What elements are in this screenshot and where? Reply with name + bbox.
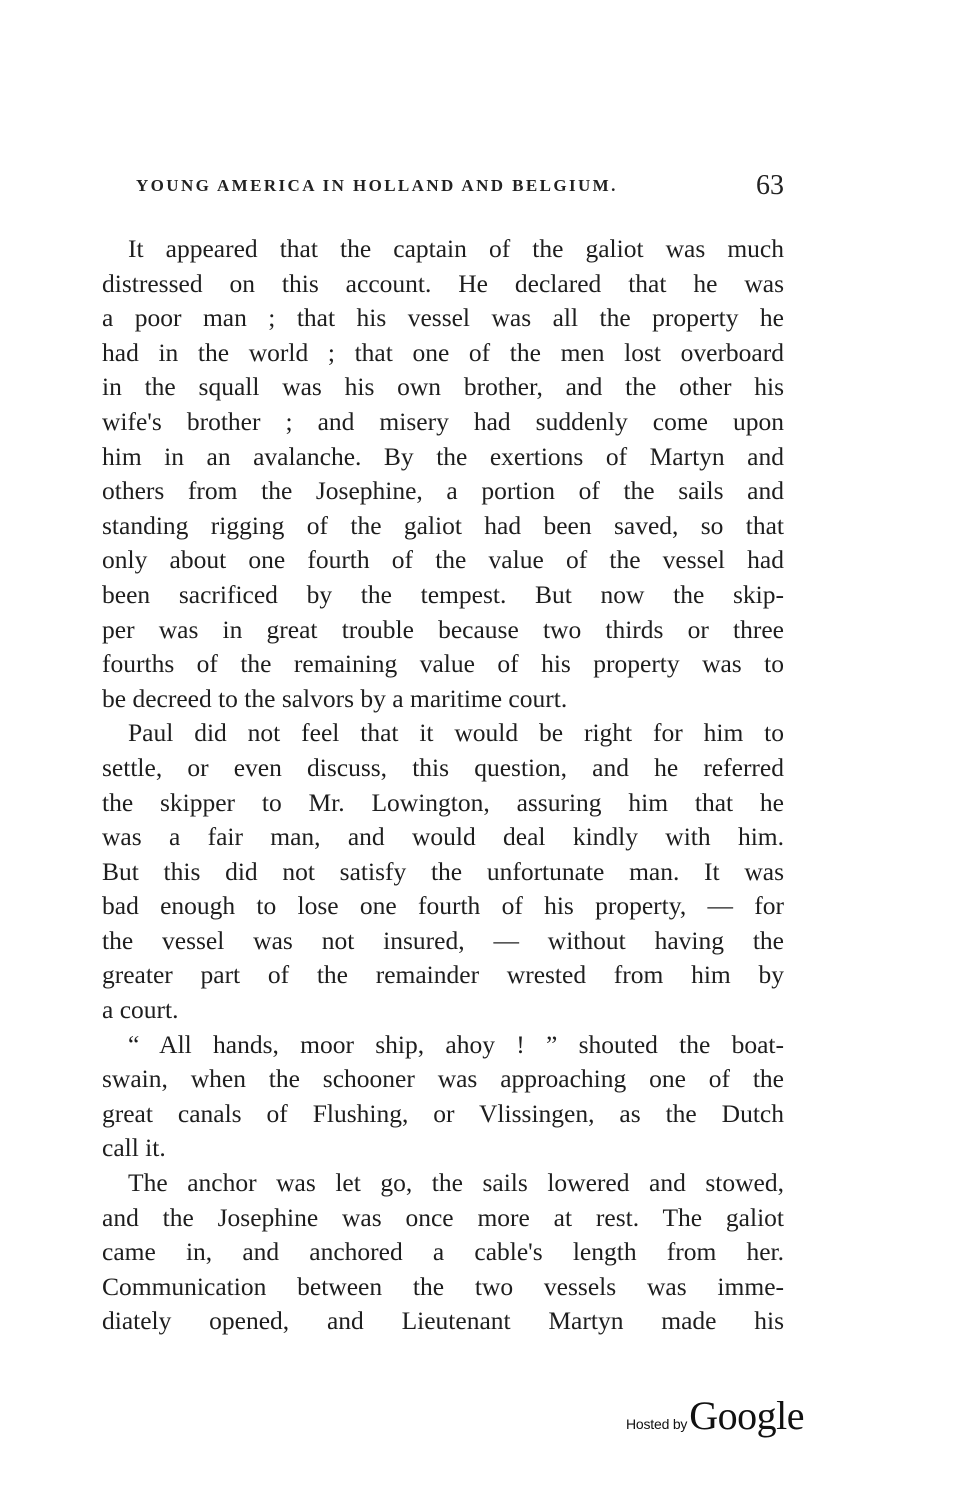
text-line: him in an avalanche. By the exertions of Martyn and [102, 441, 784, 471]
text-line: had in the world ; that one of the men lost overboard [102, 337, 784, 367]
paragraph-1 [102, 232, 784, 716]
text-line: swain, when the schooner was approaching one of the [102, 1064, 784, 1094]
paragraph-4 [102, 1166, 784, 1339]
text-line: in the squall was his own brother, and the other his [102, 372, 784, 402]
running-head [102, 172, 784, 208]
text-line: distressed on this account. He declared that he was [102, 268, 784, 298]
text-line: been sacrificed by the tempest. But now the skip- [102, 579, 784, 609]
running-title: YOUNG AMERICA IN HOLLAND AND BELGIUM. [136, 176, 618, 195]
text-line: a court. [102, 995, 179, 1025]
page-number: 63 [756, 170, 784, 201]
text-line: others from the Josephine, a portion of the sails and [102, 476, 784, 506]
text-line: fourths of the remaining value of his property was to [102, 649, 784, 679]
paragraph-2 [102, 716, 784, 1027]
text-line: “ All hands, moor ship, ahoy ! ” shouted the boat- [128, 1029, 784, 1059]
text-line: great canals of Flushing, or Vlissingen, as the Dutch [102, 1098, 784, 1128]
body-text [102, 232, 784, 1339]
text-line: was a fair man, and would deal kindly with him. [102, 822, 784, 852]
text-line: only about one fourth of the value of the vessel had [102, 545, 784, 575]
text-line: came in, and anchored a cable's length from her. [102, 1237, 784, 1267]
text-line: the skipper to Mr. Lowington, assuring him that he [102, 787, 784, 817]
text-line: settle, or even discuss, this question, and he referred [102, 752, 784, 782]
text-line: Paul did not feel that it would be right for him to [128, 718, 784, 748]
text-line: The anchor was let go, the sails lowered and stowed, [128, 1168, 784, 1198]
google-logo: Google [689, 1393, 804, 1438]
text-line: per was in great trouble because two thirds or three [102, 614, 784, 644]
text-line: diately opened, and Lieutenant Martyn made his [102, 1306, 784, 1336]
text-line: the vessel was not insured, — without having the [102, 925, 784, 955]
text-line: greater part of the remainder wrested from him by [102, 960, 784, 990]
text-line: call it. [102, 1133, 166, 1163]
text-line: Communication between the two vessels was imme- [102, 1271, 784, 1301]
text-line: be decreed to the salvors by a maritime court. [102, 683, 568, 713]
text-line: bad enough to lose one fourth of his property, — for [102, 891, 784, 921]
text-line: It appeared that the captain of the galiot was much [128, 234, 784, 263]
text-line: wife's brother ; and misery had suddenly come upon [102, 406, 784, 436]
text-line: a poor man ; that his vessel was all the property he [102, 303, 784, 333]
hosted-by-google-watermark [626, 1392, 804, 1442]
text-line: and the Josephine was once more at rest. The galiot [102, 1202, 784, 1232]
text-line: standing rigging of the galiot had been saved, so that [102, 510, 784, 540]
text-line: But this did not satisfy the unfortunate man. It was [102, 856, 784, 886]
paragraph-3 [102, 1028, 784, 1166]
watermark-prefix: Hosted by [626, 1416, 688, 1432]
